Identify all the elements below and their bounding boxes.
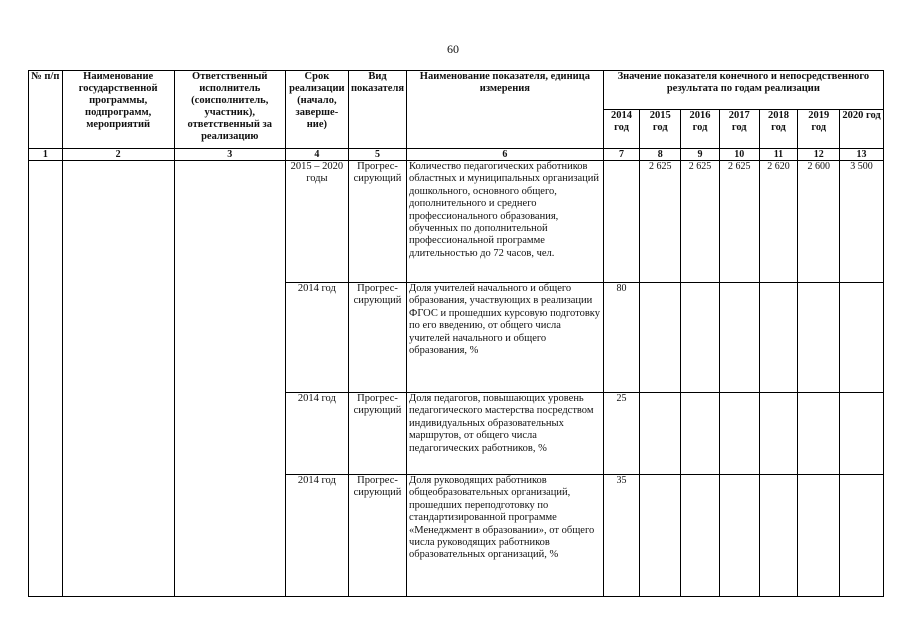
value-2018 [759,475,798,597]
header-year-2019: 2019 год [798,110,840,149]
header-term: Срок реализации (начало, заверше-ние) [285,71,348,149]
column-number: 3 [174,149,285,161]
value-2019 [798,283,840,393]
value-2016 [681,283,720,393]
value-2017 [719,283,759,393]
indicator-cell: Количество педагогических работников областных и муниципальных организаций дошкольного, основного общего, дополнительного и среднего профессионального образования, обученных по дополнительной профессиональной программе длительностью до 72 часов, чел. [407,161,604,283]
value-2016: 2 625 [681,161,720,283]
value-2019 [798,475,840,597]
value-2014: 25 [603,393,640,475]
column-number: 6 [407,149,604,161]
header-year-2020: 2020 год [840,110,884,149]
column-number: 1 [29,149,63,161]
column-number: 5 [348,149,406,161]
column-number: 13 [840,149,884,161]
value-2020: 3 500 [840,161,884,283]
indicator-cell: Доля руководящих работников общеобразовательных организаций, прошедших переподготовку по стандартизированной программе «Менеджмент в образовании», от общего числа руководящих работников образовательных организаций, % [407,475,604,597]
header-number: № п/п [29,71,63,149]
header-year-2016: 2016 год [681,110,720,149]
header-year-2014: 2014 год [603,110,640,149]
indicator-cell: Доля педагогов, повышающих уровень педагогического мастерства посредством индивидуальных образовательных маршрутов, от общего числа педагогических работников, % [407,393,604,475]
page-number: 60 [447,42,459,56]
value-2017: 2 625 [719,161,759,283]
value-2020 [840,283,884,393]
type-cell: Прогрес-сирующий [348,393,406,475]
value-2018: 2 620 [759,161,798,283]
column-number: 8 [640,149,681,161]
value-2016 [681,393,720,475]
value-2019 [798,393,840,475]
value-2018 [759,283,798,393]
value-2014: 35 [603,475,640,597]
program-cell-empty [62,161,174,597]
value-2017 [719,475,759,597]
header-responsible: Ответственный исполнитель (соисполнитель, участник), ответственный за реализацию [174,71,285,149]
value-2019: 2 600 [798,161,840,283]
number-cell-empty [29,161,63,597]
header-indicator-name: Наименование показателя, единица измерения [407,71,604,149]
indicator-cell: Доля учителей начального и общего образования, участвующих в реализации ФГОС и прошедших курсовую подготовку по его введению, от общего числа учителей начального и общего образования, % [407,283,604,393]
table-row [29,161,884,283]
header-year-2018: 2018 год [759,110,798,149]
column-number: 10 [719,149,759,161]
header-values-group: Значение показателя конечного и непосредственного результата по годам реализации [603,71,883,110]
value-2018 [759,393,798,475]
column-number: 11 [759,149,798,161]
value-2015: 2 625 [640,161,681,283]
term-cell: 2015 – 2020 годы [285,161,348,283]
value-2016 [681,475,720,597]
column-number: 9 [681,149,720,161]
value-2015 [640,283,681,393]
column-number: 12 [798,149,840,161]
value-2014 [603,161,640,283]
value-2020 [840,475,884,597]
term-cell: 2014 год [285,283,348,393]
header-indicator-type: Вид показателя [348,71,406,149]
value-2014: 80 [603,283,640,393]
column-number: 7 [603,149,640,161]
header-program-name: Наименование государственной программы, подпрограмм, мероприятий [62,71,174,149]
type-cell: Прогрес-сирующий [348,475,406,597]
type-cell: Прогрес-сирующий [348,161,406,283]
value-2020 [840,393,884,475]
value-2015 [640,475,681,597]
type-cell: Прогрес-сирующий [348,283,406,393]
value-2017 [719,393,759,475]
responsible-cell-empty [174,161,285,597]
column-number: 4 [285,149,348,161]
header-year-2015: 2015 год [640,110,681,149]
indicators-table [28,70,884,597]
header-year-2017: 2017 год [719,110,759,149]
term-cell: 2014 год [285,475,348,597]
column-number: 2 [62,149,174,161]
term-cell: 2014 год [285,393,348,475]
value-2015 [640,393,681,475]
